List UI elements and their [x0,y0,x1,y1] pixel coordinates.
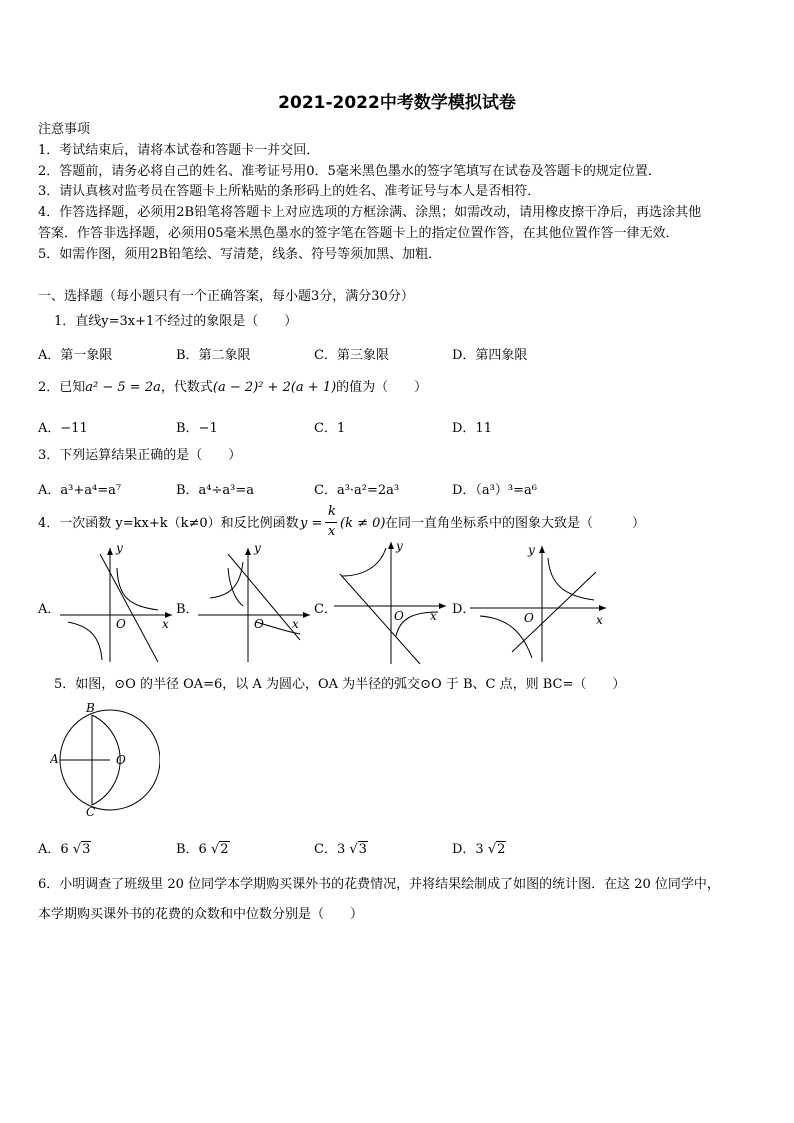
q4-frac-den: x [328,524,336,539]
x-axis-arrow [303,612,310,618]
y-axis-arrow [539,546,545,553]
q2-option-d: D．11 [452,421,492,436]
q4-graph-c [334,536,452,666]
section-heading: 一、选择题（每小题只有一个正确答案，每小题3分，满分30分） [38,289,414,304]
q2-option-c: C．1 [314,421,346,436]
q4-func-lhs: y = [300,516,323,531]
q2-equation: a² − 5 = 2a [85,380,161,395]
label-c: C [86,805,96,818]
y-axis-arrow [388,542,394,549]
y-label: y [396,539,403,553]
q1-option-c: C．第三象限 [314,348,389,363]
origin-label: O [524,611,534,625]
y-axis-arrow [107,548,113,555]
question-4-suffix: 在同一直角坐标系中的图象大致是（ ） [385,516,646,531]
x-label: x [430,609,437,623]
q4-frac-line [325,522,337,523]
q4-option-c: C． [314,602,337,617]
q1-option-b: B．第二象限 [176,348,251,363]
y-label: y [116,541,123,555]
notice-item: 1．考试结束后，请将本试卷和答题卡一并交回． [38,143,320,158]
question-5-stem: 5．如图，⊙O 的半径 OA=6，以 A 为圆心，OA 为半径的弧交⊙O 于 B、C 点，则 BC=（ ） [54,677,626,692]
line-graph [340,574,420,664]
question-6-line1: 6．小明调查了班级里 20 位同学本学期购买课外书的花费情况，并将结果绘制成了如图的统计图．在这 20 位同学中， [38,877,720,892]
notice-item: 5．如需作图，须用2B铅笔绘、写清楚，线条、符号等须加黑、加粗． [38,247,442,262]
hyperbola-branch [548,558,594,600]
question-6-line2: 本学期购买课外书的花费的众数和中位数分别是（ ） [38,907,364,922]
notice-item: 4．作答选择题，必须用2B铅笔将答题卡上对应选项的方框涂满、涂黑；如需改动，请用橡皮擦干净后，再选涂其他 [38,205,702,220]
q4-frac-num: k [328,504,336,519]
q2-expression: (a − 2)² + 2(a + 1) [212,380,337,395]
q5-option-d: D．3 √2 [452,842,506,857]
x-label: x [162,617,169,631]
q4-graph-a [60,540,178,665]
q2-option-a: A．−11 [38,421,88,436]
sqrt-symbol: √2 [487,842,506,857]
question-1-stem: 1．直线y=3x+1不经过的象限是（ ） [54,314,298,329]
q4-option-a: A． [38,602,61,617]
q4-option-d: D． [452,602,476,617]
sqrt-symbol: √3 [349,842,367,857]
q3-option-a: A．a³+a⁴=a⁷ [38,483,122,498]
q3-option-b: B．a⁴÷a³=a [176,483,255,498]
y-label: y [254,541,261,555]
q2-mid: ，代数式 [160,380,213,395]
label-a: A [50,752,59,766]
q4-graph-b [198,540,316,665]
y-label: y [528,543,535,557]
hyperbola-branch [210,562,243,598]
sqrt-symbol: √3 [72,842,91,857]
q4-graph-d [470,540,610,665]
q5-option-b: B．6 √2 [176,842,229,857]
q2-suffix: 的值为（ ） [336,380,428,395]
q4-condition: (k ≠ 0) [340,516,386,531]
q2-option-b: B．−1 [176,421,218,436]
question-3-stem: 3．下列运算结果正确的是（ ） [38,448,242,463]
origin-label: O [254,617,264,631]
page-title: 2021-2022中考数学模拟试卷 [278,93,516,113]
x-axis-arrow [439,603,446,609]
q2-prefix: 2．已知 [38,380,86,395]
line-graph [228,554,300,640]
hyperbola-branch [68,622,102,660]
hyperbola-branch [117,568,158,610]
q3-option-d: D．（a³）³=a⁶ [452,483,537,498]
q5-option-a: A．6 √3 [38,842,91,857]
hyperbola-branch [342,548,386,576]
x-label: x [596,613,603,627]
label-o: O [116,753,126,767]
question-2-stem [38,380,427,396]
q5-option-c: C．3 √3 [314,842,367,857]
notice-item: 3．请认真核对监考员在答题卡上所粘贴的条形码上的姓名、准考证号与本人是否相符． [38,184,541,199]
question-4-prefix: 4．一次函数 y=kx+k（k≠0）和反比例函数 [38,516,299,531]
y-axis-arrow [245,548,251,555]
notice-item: 2．答题前，请务必将自己的姓名、准考证号用0．5毫米黑色墨水的签字笔填写在试卷及答题卡的规定位置． [38,164,661,179]
sqrt-symbol: √2 [210,842,229,857]
q1-option-d: D．第四象限 [452,348,528,363]
origin-label: O [394,609,404,623]
notice-item: 答案．作答非选择题，必须用05毫米黑色墨水的签字笔在答题卡上的指定位置作答，在其他位置作答一律无效． [38,226,679,241]
label-b: B [86,701,95,715]
x-label: x [292,617,299,631]
q4-option-b: B． [176,602,199,617]
q3-option-c: C．a³·a²=2a³ [314,483,400,498]
q5-circle-figure [50,700,160,818]
notice-heading: 注意事项 [38,122,91,137]
origin-label: O [116,617,126,631]
q1-option-a: A．第一象限 [38,348,113,363]
x-axis-arrow [599,605,606,611]
